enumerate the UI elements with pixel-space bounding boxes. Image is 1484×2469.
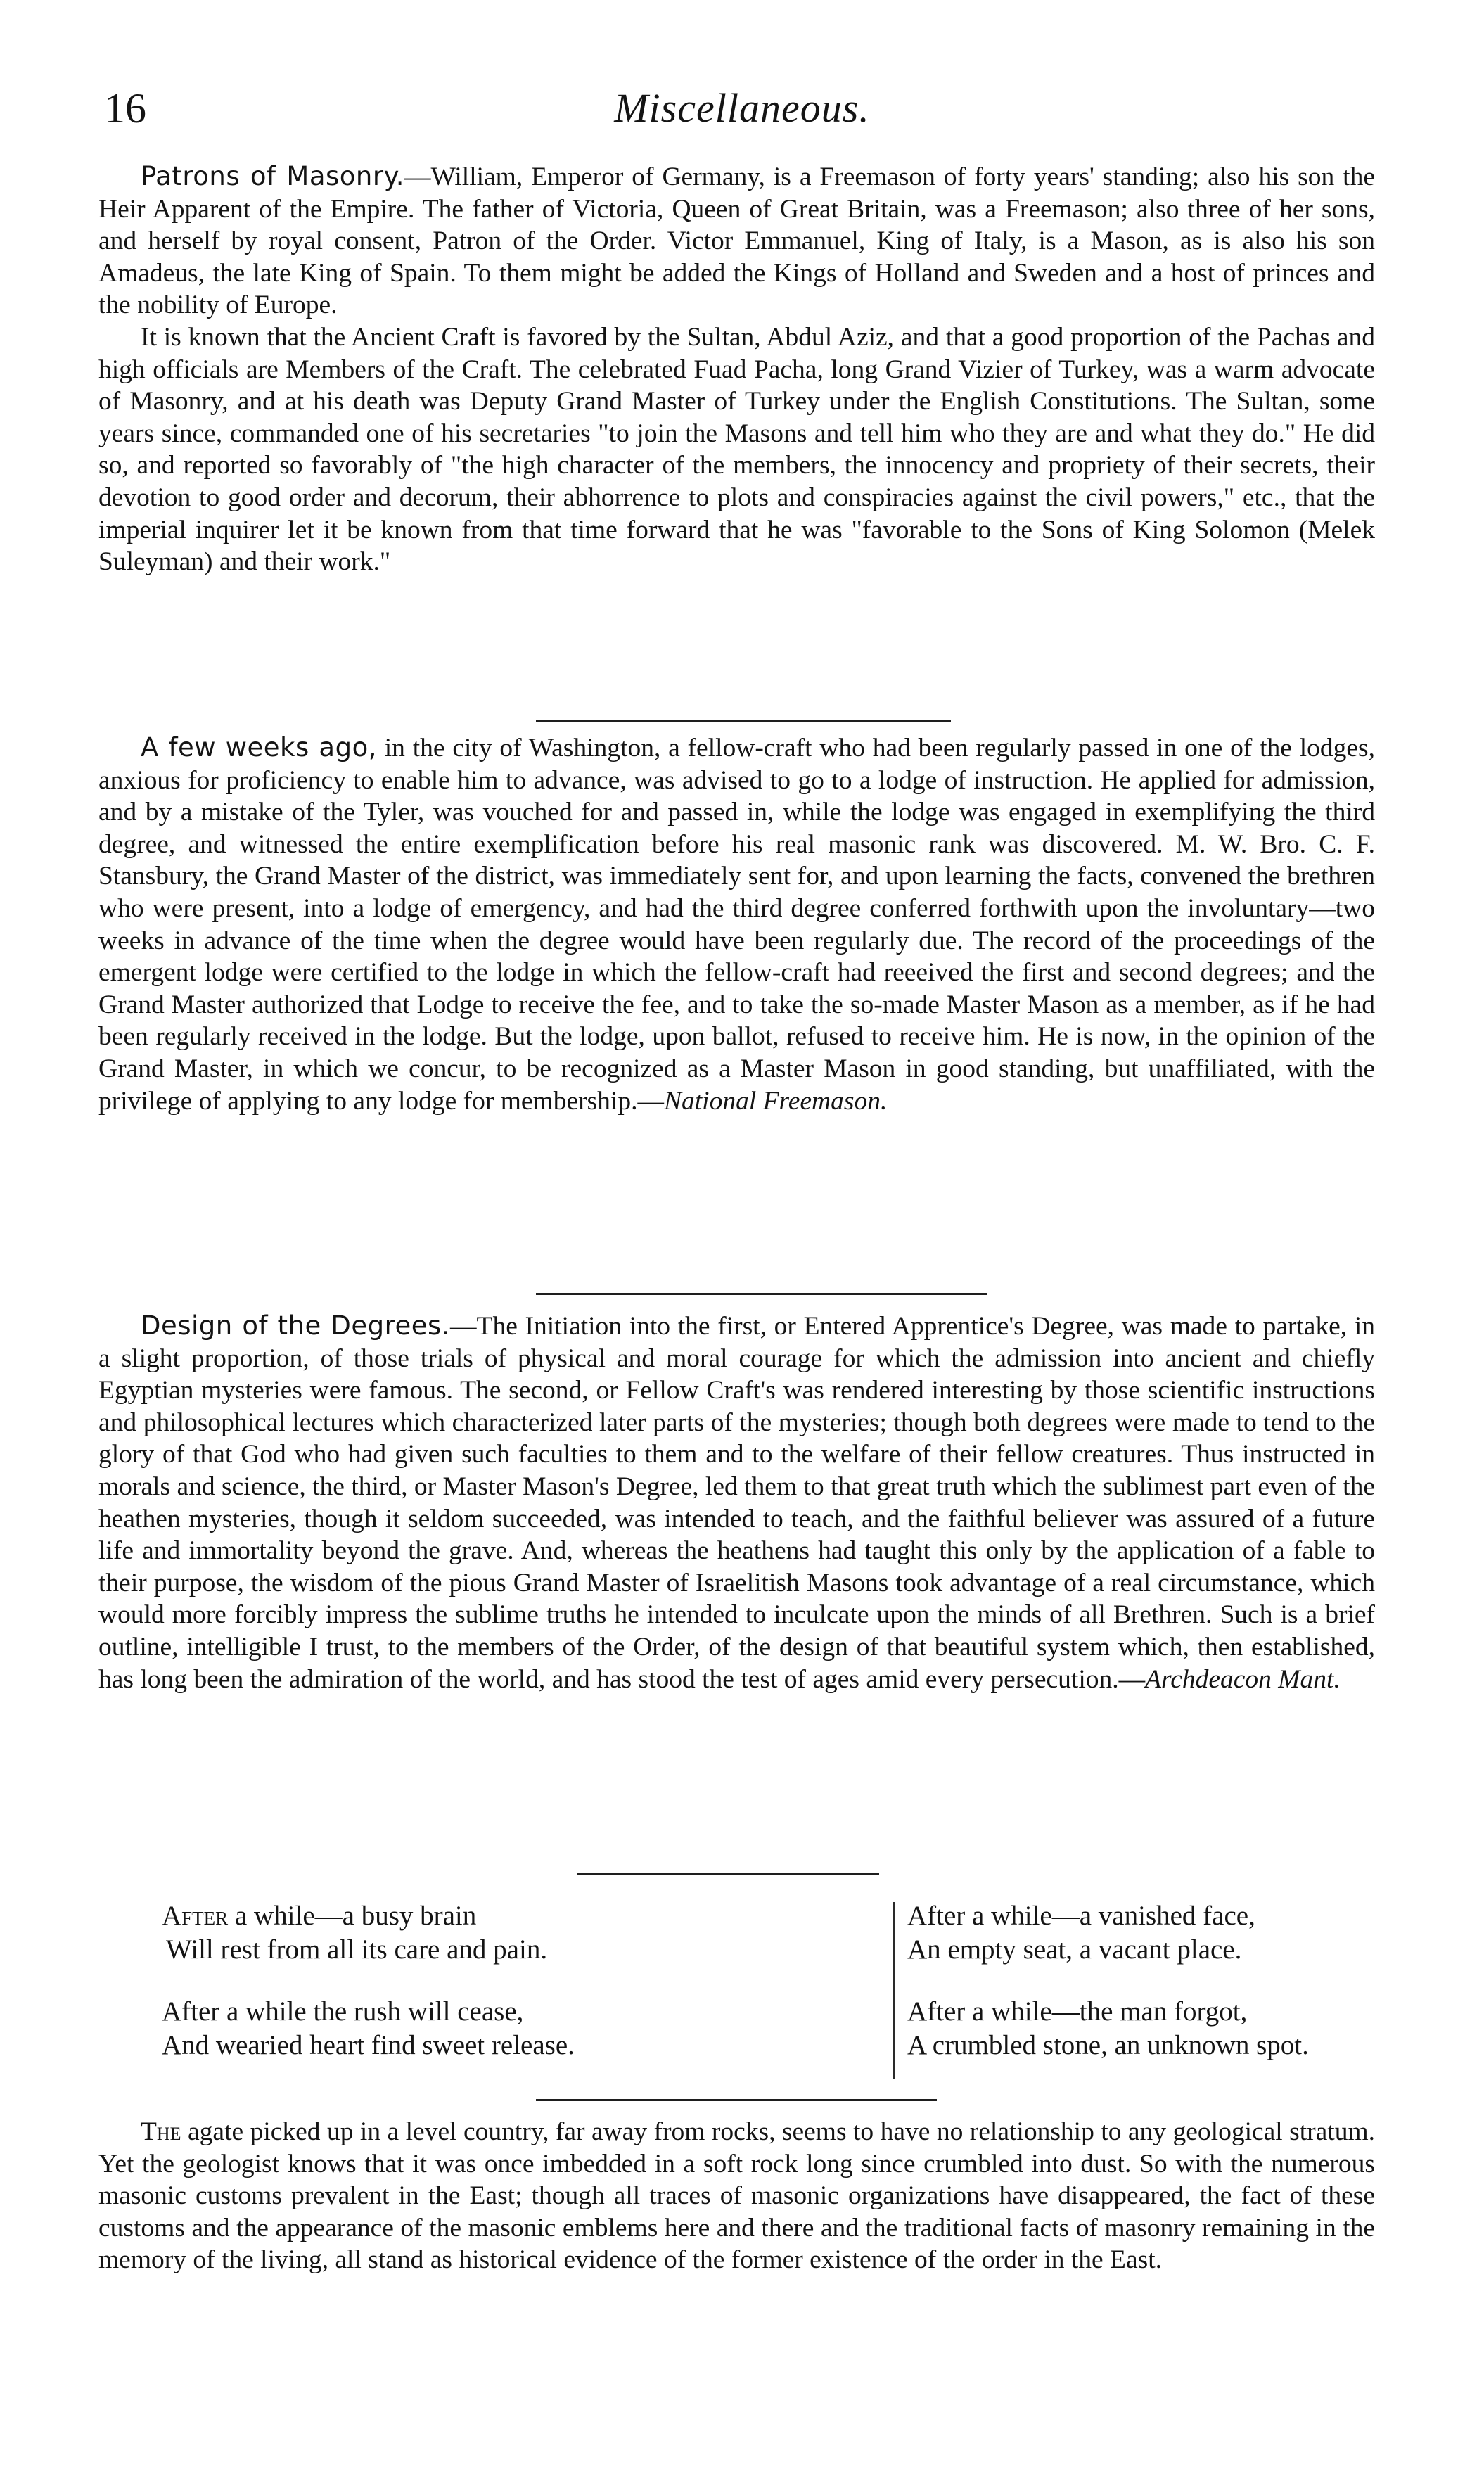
article-agate <box>98 2116 1375 2276</box>
article-paragraph <box>98 160 1375 321</box>
poem-line: After a while—the man forgot, <box>907 1996 1248 2027</box>
section-divider <box>536 720 951 722</box>
poem-after-a-while <box>162 1899 1357 2082</box>
article-paragraph <box>98 2116 1375 2276</box>
article-citation: National Freemason. <box>663 1086 888 1116</box>
section-divider <box>577 1873 879 1875</box>
article-text: It is known that the Ancient Craft is favored by the Sultan, Abdul Aziz, and that a good proportion of the Pachas and high officials are Members of the Craft. The celebrated Fuad Pacha, long Grand Vizier of Turkey, was a warm advocate of Masonry, and at his death was Deputy Grand Master of Turkey under the English Constitutions. The Sultan, some years since, commanded one of his secretaries "to join the Masons and tell him who they are and what they do." He did so, and reported so favorably of "the high character of the members, the innocency and propriety of their secrets, their devotion to good order and decorum, their abhorrence to plots and conspiracies against the civil powers," etc., that the imperial inquirer let it be known from that time forward that he was "favorable to the Sons of King Solomon (Melek Suleyman) and their work." <box>98 322 1375 577</box>
poem-line: And wearied heart find sweet release. <box>162 2030 575 2060</box>
article-text: —William, Emperor of Germany, is a Freemason of forty years' standing; also his son the Heir Apparent of the Empire. The father of Victoria, Queen of Great Britain, was a Freemason; also three of her sons, and herself by royal consent, Patron of the Order. Victor Emmanuel, King of Italy, is a Mason, as is also his son Amadeus, the late King of Spain. To them might be added the Kings of Holland and Sweden and a host of princes and the nobility of Europe. <box>98 162 1375 320</box>
poem-line: After a while the rush will cease, <box>162 1996 524 2027</box>
poem-first-word: After <box>162 1901 229 1931</box>
poem-line: Will rest from all its care and pain. <box>166 1934 548 1965</box>
running-title: Miscellaneous. <box>614 85 870 131</box>
article-text: in the city of Washington, a fellow-craft who had been regularly passed in one of the lodges, anxious for proficiency to enable him to advance, was advised to go to a lodge of instruction. He applied for admission, and by a mistake of the Tyler, was vouched for and passed in, while the lodge was engaged in exemplifying the third degree, and witnessed the entire exemplification before his real masonic rank was discovered. M. W. Bro. C. F. Stansbury, the Grand Master of the district, was immediately sent for, and upon learning the facts, convened the brethren who were present, into a lodge of emergency, and had the third degree conferred forthwith upon the involuntary—two weeks in advance of the time when the degree would have been regularly due. The record of the proceedings of the emergent lodge were certified to the lodge in which the fellow-craft had reeeived the first and second degrees; and the Grand Master authorized that Lodge to receive the fee, and to take the so-made Master Mason as a member, as if he had been regularly received in the lodge. But the lodge, upon ballot, refused to receive him. He is now, in the opinion of the Grand Master, in which we concur, to be recognized as a Master Mason in good standing, but unaffiliated, with the privilege of applying to any lodge for membership.— <box>98 734 1375 1116</box>
article-paragraph <box>98 321 1375 578</box>
article-heading: A few weeks ago, <box>141 732 377 763</box>
page-header <box>98 84 1386 148</box>
poem-stanza-left-1 <box>162 1899 547 1967</box>
article-text: —The Initiation into the first, or Entered Apprentice's Degree, was made to partake, in a slight proportion, of those trials of physical and moral courage for which the admission into ancient and chiefly Egyptian mysteries were famous. The second, or Fellow Craft's was rendered interesting by those scientific instructions and philosophical lectures which characterized later parts of the mysteries; though both degrees were made to tend to the glory of that God who had given such faculties to them and to the welfare of their fellow creatures. Thus instructed in morals and science, the third, or Master Mason's Degree, led them to that great truth which the sublimest part even of the heathen mysteries, though it seldom succeeded, was intended to teach, and the faithful believer was assured of a future life and immortality beyond the grave. And, whereas the heathens had taught this only by the application of a fable to their purpose, the wisdom of the pious Grand Master of Israelitish Masons took advantage of a real circumstance, which would more forcibly impress the sublime truths he intended to inculcate upon the minds of all Brethren. Such is a brief outline, intelligible I trust, to the members of the Order, of the design of that beautiful system which, then established, has long been the admiration of the world, and has stood the test of ages amid every persecution.— <box>98 1312 1376 1694</box>
article-patrons-of-masonry <box>98 160 1375 578</box>
article-heading: Design of the Degrees. <box>141 1310 451 1341</box>
article-heading: Patrons of Masonry. <box>141 161 404 191</box>
section-divider <box>536 2099 937 2101</box>
page-number: 16 <box>104 85 146 132</box>
poem-line: After a while—a busy brain <box>162 1901 477 1931</box>
article-design-of-the-degrees <box>98 1310 1375 1695</box>
poem-line: A crumbled stone, an unknown spot. <box>907 2030 1309 2060</box>
poem-stanza-right-2 <box>907 1995 1309 2062</box>
poem-column-divider <box>893 1902 895 2079</box>
article-text: agate picked up in a level country, far away from rocks, seems to have no relationship to any geological stratum. Yet the geologist knows that it was once imbedded in a soft rock long since crumbled into dust. So with the numerous masonic customs prevalent in the East; though all traces of masonic organizations have disappeared, the fact of these customs and the appearance of the masonic emblems here and there and the traditional facts of masonry remaining in the memory of the living, all stand as historical evidence of the former existence of the order in the East. <box>98 2117 1375 2275</box>
section-divider <box>536 1293 987 1295</box>
poem-line: An empty seat, a vacant place. <box>907 1934 1242 1965</box>
article-washington-lodge <box>98 732 1375 1117</box>
poem-line: After a while—a vanished face, <box>907 1901 1255 1931</box>
poem-stanza-left-2 <box>162 1995 575 2062</box>
article-first-word: The <box>141 2117 181 2146</box>
article-paragraph <box>98 732 1375 1117</box>
article-citation: Archdeacon Mant. <box>1145 1664 1341 1694</box>
article-paragraph <box>98 1310 1375 1695</box>
poem-stanza-right-1 <box>907 1899 1255 1967</box>
